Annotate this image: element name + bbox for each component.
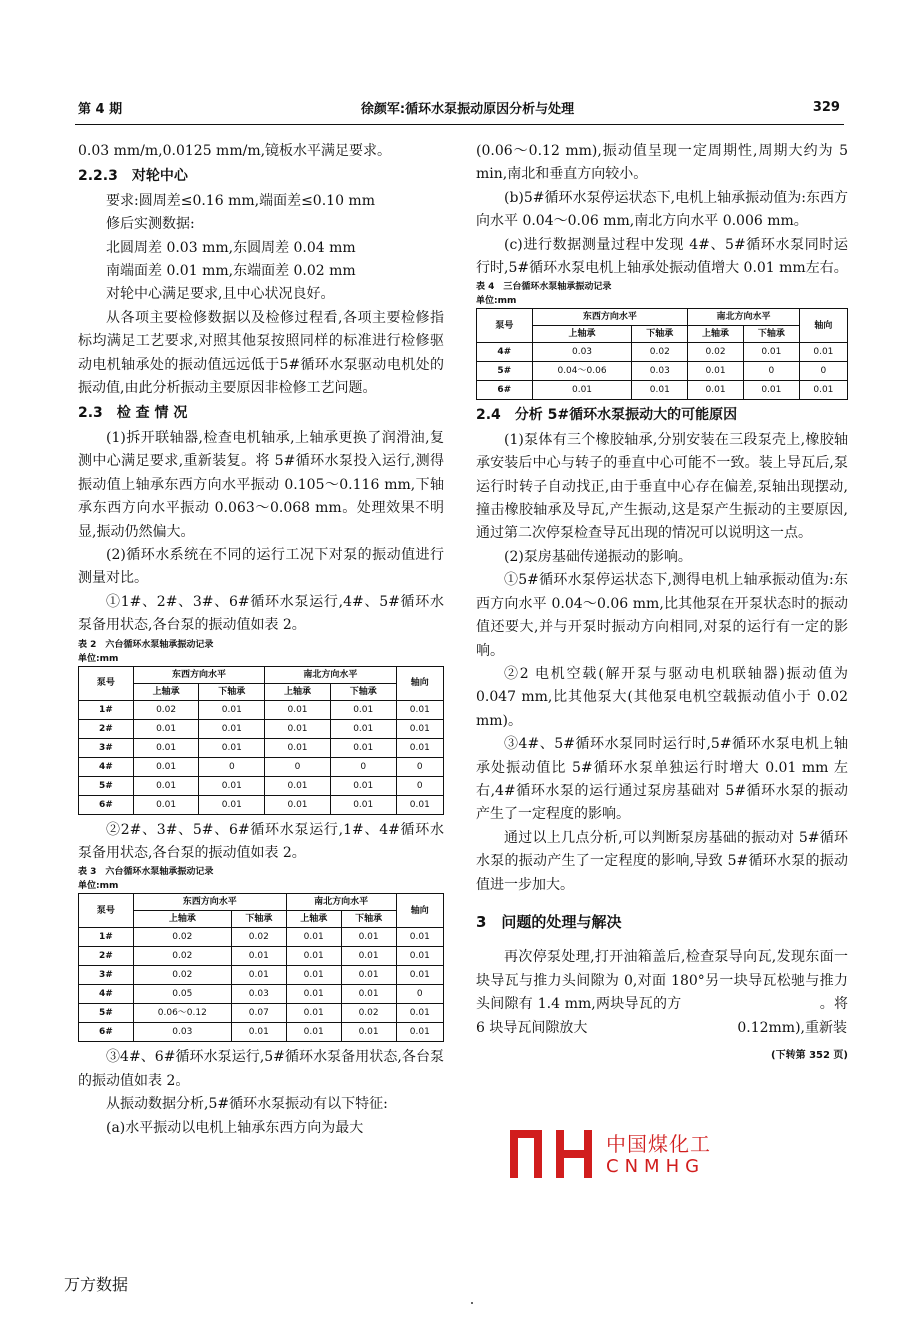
th-lower: 下轴承 <box>341 911 396 928</box>
paragraph: (2)循环水系统在不同的运行工况下对泵的振动值进行测量对比。 <box>78 546 444 587</box>
running-title: 徐颜军:循环水泵振动原因分析与处理 <box>360 101 575 117</box>
cell: 0.01 <box>396 700 443 719</box>
th-pump: 泵号 <box>79 894 134 928</box>
paragraph: ③4#、5#循环水泵同时运行时,5#循环水泵电机上轴承处振动值比 5#循环水泵单独运行时增大 0.01 mm 左右,4#循环水泵的运行通过泵房基础对 5#循环水泵的振动产生了一定程度的影响。 <box>476 736 848 823</box>
table-row <box>79 776 444 795</box>
table-row <box>79 738 444 757</box>
cell: 0.02 <box>133 928 231 947</box>
cell: 0 <box>396 985 443 1004</box>
th-north-south: 南北方向水平 <box>265 666 396 683</box>
cell: 0.01 <box>265 719 331 738</box>
table-2-caption: 表 2 六台循环水泵轴承振动记录 <box>78 639 214 650</box>
paragraph <box>476 946 848 1040</box>
cell-pump: 4# <box>477 343 533 362</box>
th-lower: 下轴承 <box>199 683 265 700</box>
th-upper: 上轴承 <box>133 683 199 700</box>
cell: 0.01 <box>341 966 396 985</box>
cell: 0.01 <box>231 1023 286 1042</box>
cell-pump: 4# <box>79 757 134 776</box>
cell: 0.01 <box>199 700 265 719</box>
cell: 0.02 <box>133 966 231 985</box>
cell: 0.05 <box>133 985 231 1004</box>
page-number: 329 <box>812 99 840 115</box>
cell: 0 <box>396 776 443 795</box>
cell-pump: 5# <box>79 1004 134 1023</box>
watermark-logo-icon <box>508 1126 594 1182</box>
th-north-south: 南北方向水平 <box>286 894 396 911</box>
cell: 0.01 <box>286 1023 341 1042</box>
paragraph: (2)泵房基础传递振动的影响。 <box>504 548 692 565</box>
cell: 0.07 <box>231 1004 286 1023</box>
th-upper: 上轴承 <box>532 326 632 343</box>
cell: 0 <box>199 757 265 776</box>
th-east-west: 东西方向水平 <box>133 666 264 683</box>
paragraph: ③4#、6#循环水泵运行,5#循环水泵备用状态,各台泵的振动值如表 2。 <box>78 1049 444 1089</box>
cell-pump: 3# <box>79 966 134 985</box>
th-upper: 上轴承 <box>286 911 341 928</box>
th-lower: 下轴承 <box>231 911 286 928</box>
cell: 0.01 <box>396 928 443 947</box>
section-heading-2-3: 2.3 检 查 情 况 <box>78 405 188 422</box>
table-row <box>79 795 444 814</box>
paragraph: (c)进行数据测量过程中发现 4#、5#循环水泵同时运行时,5#循环水泵电机上轴承处振动值增大 0.01 mm左右。 <box>476 236 848 277</box>
cell: 0.01 <box>341 947 396 966</box>
paragraph: (b)5#循环水泵停运状态下,电机上轴承振动值为:东西方向水平 0.04～0.06 mm,南北方向水平 0.006 mm。 <box>476 189 848 230</box>
cell: 0.01 <box>688 362 744 381</box>
table-4-unit: 单位:mm <box>476 296 517 307</box>
section-heading-3: 3 问题的处理与解决 <box>476 912 622 931</box>
paragraph: (a)水平振动以电机上轴承东西方向为最大 <box>106 1119 364 1136</box>
cell: 0.01 <box>265 738 331 757</box>
cell: 0 <box>265 757 331 776</box>
cell: 0.03 <box>632 362 688 381</box>
issue-number: 第 4 期 <box>78 101 123 117</box>
measured-north: 北圆周差 0.03 mm,东圆周差 0.04 mm <box>106 239 356 256</box>
left-column <box>78 140 444 1140</box>
table-row <box>79 1004 444 1023</box>
cell: 0 <box>396 757 443 776</box>
cell: 0.01 <box>199 795 265 814</box>
cell: 0.04～0.06 <box>532 362 632 381</box>
running-header <box>78 96 840 118</box>
cell-pump: 1# <box>79 700 134 719</box>
cell: 0.01 <box>199 738 265 757</box>
th-upper: 上轴承 <box>133 911 231 928</box>
cell: 0.01 <box>688 381 744 400</box>
paragraph: 从各项主要检修数据以及检修过程看,各项主要检修指标均满足工艺要求,对照其他泵按照同样的标准进行检修驱动电机轴承处的振动值远远低于5#循环水泵驱动电机处的振动值,由此分析振动主要原因非检修工艺问题。 <box>78 309 444 397</box>
alignment-ok: 对轮中心满足要求,且中心状况良好。 <box>106 286 335 303</box>
th-upper: 上轴承 <box>688 326 744 343</box>
cell-pump: 6# <box>477 381 533 400</box>
paragraph: ②2 电机空载(解开泵与驱动电机联轴器)振动值为 0.047 mm,比其他泵大(其他泵电机空载振动值小于 0.02 mm)。 <box>476 665 848 729</box>
th-upper: 上轴承 <box>265 683 331 700</box>
cell-pump: 3# <box>79 738 134 757</box>
cell: 0.01 <box>330 776 396 795</box>
cell: 0.01 <box>231 947 286 966</box>
cell: 0.02 <box>688 343 744 362</box>
cell: 0.03 <box>231 985 286 1004</box>
table-row <box>477 362 848 381</box>
cell: 0.01 <box>133 738 199 757</box>
cell: 0.01 <box>265 795 331 814</box>
cell: 0.01 <box>341 1023 396 1042</box>
cell-pump: 1# <box>79 928 134 947</box>
cell-pump: 4# <box>79 985 134 1004</box>
paragraph: 0.03 mm/m,0.0125 mm/m,镜板水平满足要求。 <box>78 143 392 159</box>
cell: 0.01 <box>133 757 199 776</box>
table-3-caption: 表 3 六台循环水泵轴承振动记录 <box>78 867 214 878</box>
footer-source: 万方数据 <box>64 1275 129 1294</box>
section-heading-2-4: 2.4 分析 5#循环水泵振动大的可能原因 <box>476 407 738 424</box>
cell: 0.01 <box>396 966 443 985</box>
measured-label: 修后实测数据: <box>106 216 195 233</box>
right-column <box>476 140 848 1067</box>
cell: 0.01 <box>286 966 341 985</box>
cell: 0.01 <box>231 966 286 985</box>
cell: 0.01 <box>265 776 331 795</box>
cell: 0.01 <box>743 381 799 400</box>
paragraph: 从振动数据分析,5#循环水泵振动有以下特征: <box>106 1096 388 1113</box>
watermark-text-cn: 中国煤化工 <box>606 1132 711 1156</box>
cell-pump: 5# <box>477 362 533 381</box>
table-row <box>477 381 848 400</box>
cell: 0.01 <box>396 738 443 757</box>
cell: 0.01 <box>286 947 341 966</box>
paragraph: ①5#循环水泵停运状态下,测得电机上轴承振动值为:东西方向水平 0.04～0.06 mm,比其他泵在开泵状态时的振动值还要大,并与开泵时振动方向相同,对泵的运行有一定的影响。 <box>476 572 848 659</box>
cell: 0 <box>330 757 396 776</box>
table-row <box>79 966 444 985</box>
paragraph: ①1#、2#、3#、6#循环水泵运行,4#、5#循环水泵备用状态,各台泵的振动值如表 2。 <box>78 593 444 634</box>
header-rule <box>75 124 844 125</box>
cell: 0.06～0.12 <box>133 1004 231 1023</box>
text-fragment: 再次停泵处理,打开油箱盖后,检查泵导向瓦,发现东面一块导瓦与推力头间隙为 0,对面 180°另一块导瓦松驰与推力头间隙有 1.4 mm,两块导瓦的方 <box>476 949 848 1013</box>
table-row <box>79 947 444 966</box>
table-row <box>79 985 444 1004</box>
cell: 0 <box>743 362 799 381</box>
table-row <box>79 757 444 776</box>
table-4-caption: 表 4 三台循环水泵轴承振动记录 <box>476 282 612 293</box>
table-row <box>79 1023 444 1042</box>
cell: 0 <box>799 362 847 381</box>
cell: 0.01 <box>743 343 799 362</box>
cell: 0.01 <box>396 719 443 738</box>
cell: 0.01 <box>532 381 632 400</box>
table-row <box>477 343 848 362</box>
measured-south: 南端面差 0.01 mm,东端面差 0.02 mm <box>106 263 356 280</box>
cell: 0.03 <box>532 343 632 362</box>
table-2 <box>78 666 444 815</box>
cell-pump: 5# <box>79 776 134 795</box>
cell: 0.02 <box>341 1004 396 1023</box>
table-3 <box>78 893 444 1042</box>
table-row <box>79 700 444 719</box>
cell: 0.03 <box>133 1023 231 1042</box>
table-2-unit: 单位:mm <box>78 653 119 664</box>
table-row <box>79 928 444 947</box>
th-east-west: 东西方向水平 <box>532 309 688 326</box>
text-fragment: 0.12mm),重新装 <box>737 1019 847 1036</box>
th-lower: 下轴承 <box>330 683 396 700</box>
cell: 0.01 <box>396 947 443 966</box>
th-east-west: 东西方向水平 <box>133 894 286 911</box>
paragraph: (1)拆开联轴器,检查电机轴承,上轴承更换了润滑油,复测中心满足要求,重新装复。将 5#循环水泵投入运行,测得振动值上轴承东西方向水平振动 0.105～0.116 mm,下轴承东西方向水平振动 0.063～0.068 mm。处理效果不明显,振动仍然偏大。 <box>78 429 444 540</box>
cell: 0.01 <box>330 700 396 719</box>
cell-pump: 2# <box>79 947 134 966</box>
cell: 0.02 <box>632 343 688 362</box>
continued-note: (下转第 352 页) <box>771 1050 848 1061</box>
paragraph: (0.06～0.12 mm),振动值呈现一定周期性,周期大约为 5 min,南北和垂直方向较小。 <box>476 143 848 183</box>
cell: 0.01 <box>330 719 396 738</box>
cell: 0.01 <box>286 985 341 1004</box>
cell: 0.01 <box>396 1023 443 1042</box>
paragraph: 通过以上几点分析,可以判断泵房基础的振动对 5#循环水泵的振动产生了一定程度的影响,导致 5#循环水泵的振动值进一步加大。 <box>476 829 848 893</box>
cell: 0.02 <box>231 928 286 947</box>
cell: 0.01 <box>341 928 396 947</box>
paragraph: ②2#、3#、5#、6#循环水泵运行,1#、4#循环水泵备用状态,各台泵的振动值如表 2。 <box>78 821 444 861</box>
cell: 0.01 <box>341 985 396 1004</box>
cell: 0.01 <box>199 776 265 795</box>
table-row <box>79 719 444 738</box>
cell: 0.01 <box>396 795 443 814</box>
requirement-text: 要求:圆周差≤0.16 mm,端面差≤0.10 mm <box>106 192 375 209</box>
cell: 0.01 <box>133 795 199 814</box>
th-axial: 轴向 <box>396 894 443 928</box>
table-4 <box>476 308 848 400</box>
text-fragment: 。将 6 块导瓦间隙放大 <box>476 996 848 1036</box>
cell: 0.01 <box>799 343 847 362</box>
th-lower: 下轴承 <box>632 326 688 343</box>
cell-pump: 6# <box>79 1023 134 1042</box>
cell: 0.01 <box>199 719 265 738</box>
th-pump: 泵号 <box>79 666 134 700</box>
cell: 0.01 <box>286 928 341 947</box>
cell: 0.01 <box>286 1004 341 1023</box>
cell-pump: 2# <box>79 719 134 738</box>
th-pump: 泵号 <box>477 309 533 343</box>
cell: 0.01 <box>133 776 199 795</box>
cell: 0.02 <box>133 700 199 719</box>
cell: 0.01 <box>799 381 847 400</box>
cell: 0.01 <box>330 795 396 814</box>
section-heading-2-2-3: 2.2.3 对轮中心 <box>78 168 188 185</box>
page-dot <box>471 1302 473 1304</box>
cell: 0.01 <box>265 700 331 719</box>
cell: 0.01 <box>330 738 396 757</box>
cell: 0.01 <box>396 1004 443 1023</box>
cell-pump: 6# <box>79 795 134 814</box>
watermark-text-en: CNMHG <box>606 1156 706 1177</box>
watermark <box>508 1126 728 1182</box>
paragraph: (1)泵体有三个橡胶轴承,分别安装在三段泵壳上,橡胶轴承安装后中心与转子的垂直中心可能不一致。装上导瓦后,泵运行时转子自动找正,由于垂直中心存在偏差,泵轴出现摆动,撞击橡胶轴承及导瓦,产生振动,这是泵产生振动的主要原因,通过第二次停泵检查导瓦出现的情况可以说明这一点。 <box>476 431 848 542</box>
th-axial: 轴向 <box>396 666 443 700</box>
cell: 0.02 <box>133 947 231 966</box>
cell: 0.01 <box>133 719 199 738</box>
cell: 0.01 <box>632 381 688 400</box>
table-3-unit: 单位:mm <box>78 881 119 892</box>
th-north-south: 南北方向水平 <box>688 309 800 326</box>
th-axial: 轴向 <box>799 309 847 343</box>
th-lower: 下轴承 <box>743 326 799 343</box>
